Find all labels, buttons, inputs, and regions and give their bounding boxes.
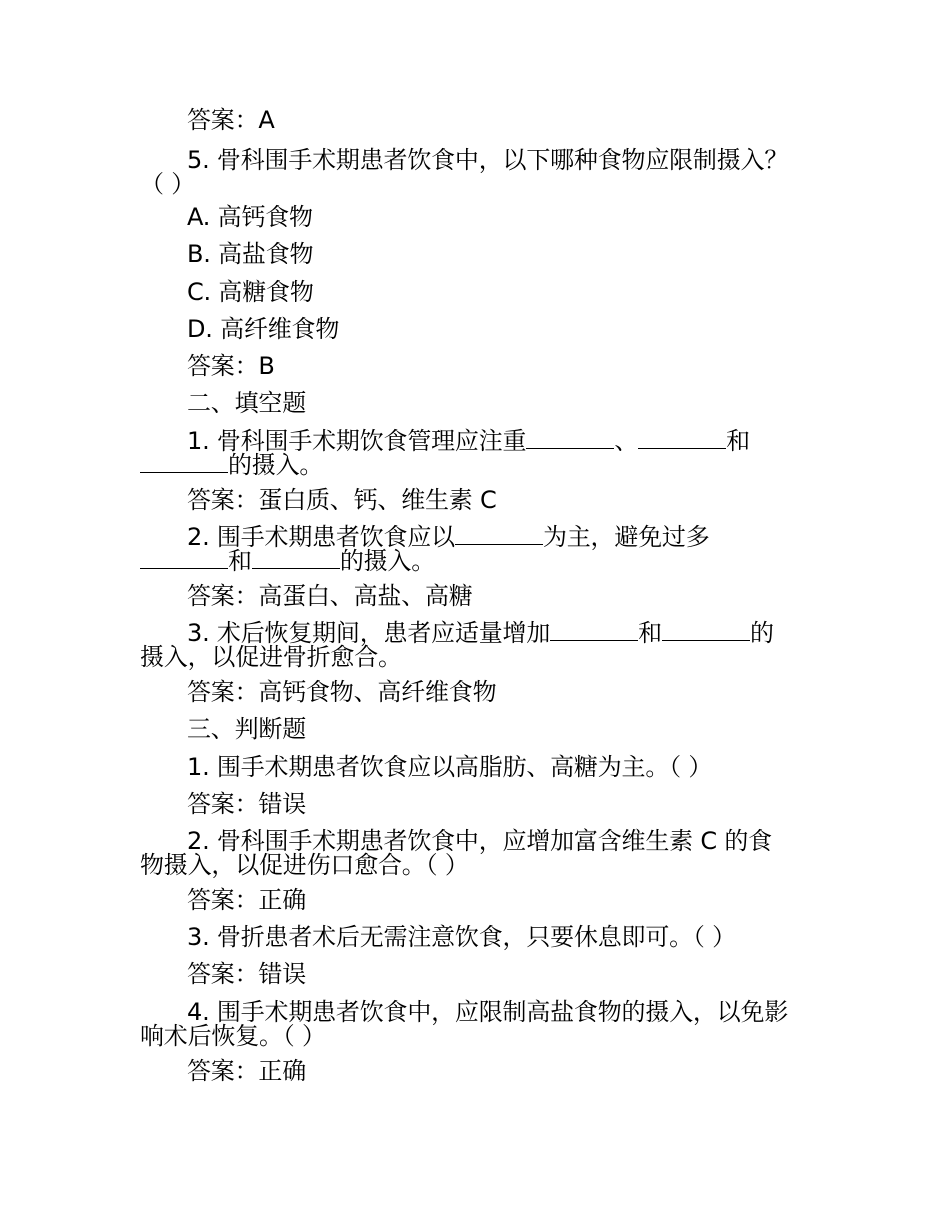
- fill-question-3-line2: 摄入，以促进骨折愈合。: [140, 643, 402, 671]
- q5-option-d: D. 高纤维食物: [187, 315, 340, 343]
- fill-text: 2. 围手术期患者饮食应以: [187, 523, 455, 551]
- fill-text: 、: [614, 427, 639, 455]
- judge-answer-3: 答案：错误: [187, 960, 306, 988]
- q4-answer: 答案：A: [187, 106, 275, 134]
- fill-answer-2: 答案：高蛋白、高盐、高糖: [187, 582, 473, 610]
- judge-question-4-line2: 响术后恢复。（ ）: [140, 1022, 326, 1050]
- judge-answer-4: 答案：正确: [187, 1057, 306, 1085]
- fill-text: 的: [749, 619, 774, 647]
- judge-question-3: 3. 骨折患者术后无需注意饮食，只要休息即可。（ ）: [187, 923, 736, 951]
- fill-text: 和: [228, 547, 252, 575]
- fill-blank: [252, 548, 340, 569]
- fill-blank: [455, 524, 543, 545]
- fill-question-1-line2: [140, 451, 323, 479]
- fill-text: 和: [726, 427, 750, 455]
- fill-blank: [662, 620, 750, 641]
- judge-answer-1: 答案：错误: [187, 790, 306, 818]
- fill-blank: [140, 548, 228, 569]
- q5-stem-line2: （ ）: [140, 170, 196, 198]
- q5-stem-line1: 5. 骨科围手术期患者饮食中，以下哪种食物应限制摄入？: [187, 146, 789, 174]
- judge-answer-2: 答案：正确: [187, 886, 306, 914]
- judge-question-2-line1: 2. 骨科围手术期患者饮食中，应增加富含维生素 C 的食: [187, 827, 772, 855]
- section-heading-fill: 二、填空题: [187, 389, 306, 417]
- judge-question-4-line1: 4. 围手术期患者饮食中，应限制高盐食物的摄入，以免影: [187, 998, 789, 1026]
- fill-blank: [526, 428, 614, 449]
- fill-blank: [140, 452, 228, 473]
- judge-question-1: 1. 围手术期患者饮食应以高脂肪、高糖为主。（ ）: [187, 753, 713, 781]
- judge-question-2-line2: 物摄入，以促进伤口愈合。（ ）: [140, 851, 469, 879]
- fill-question-2-line2: [140, 547, 435, 575]
- q5-answer: 答案：B: [187, 352, 275, 380]
- fill-text: 和: [638, 619, 662, 647]
- section-heading-judge: 三、判断题: [187, 715, 306, 743]
- fill-text: 1. 骨科围手术期饮食管理应注重: [187, 427, 527, 455]
- q5-option-b: B. 高盐食物: [187, 240, 314, 268]
- fill-text: 3. 术后恢复期间，患者应适量增加: [187, 619, 551, 647]
- fill-answer-1: 答案：蛋白质、钙、维生素 C: [187, 486, 497, 514]
- fill-blank: [550, 620, 638, 641]
- fill-text: 为主，避免过多: [542, 523, 710, 551]
- fill-text: 的摄入。: [339, 547, 436, 575]
- fill-text: 的摄入。: [228, 451, 324, 479]
- fill-blank: [638, 428, 726, 449]
- q5-option-a: A. 高钙食物: [187, 203, 313, 231]
- fill-answer-3: 答案：高钙食物、高纤维食物: [187, 678, 497, 706]
- q5-option-c: C. 高糖食物: [187, 278, 314, 306]
